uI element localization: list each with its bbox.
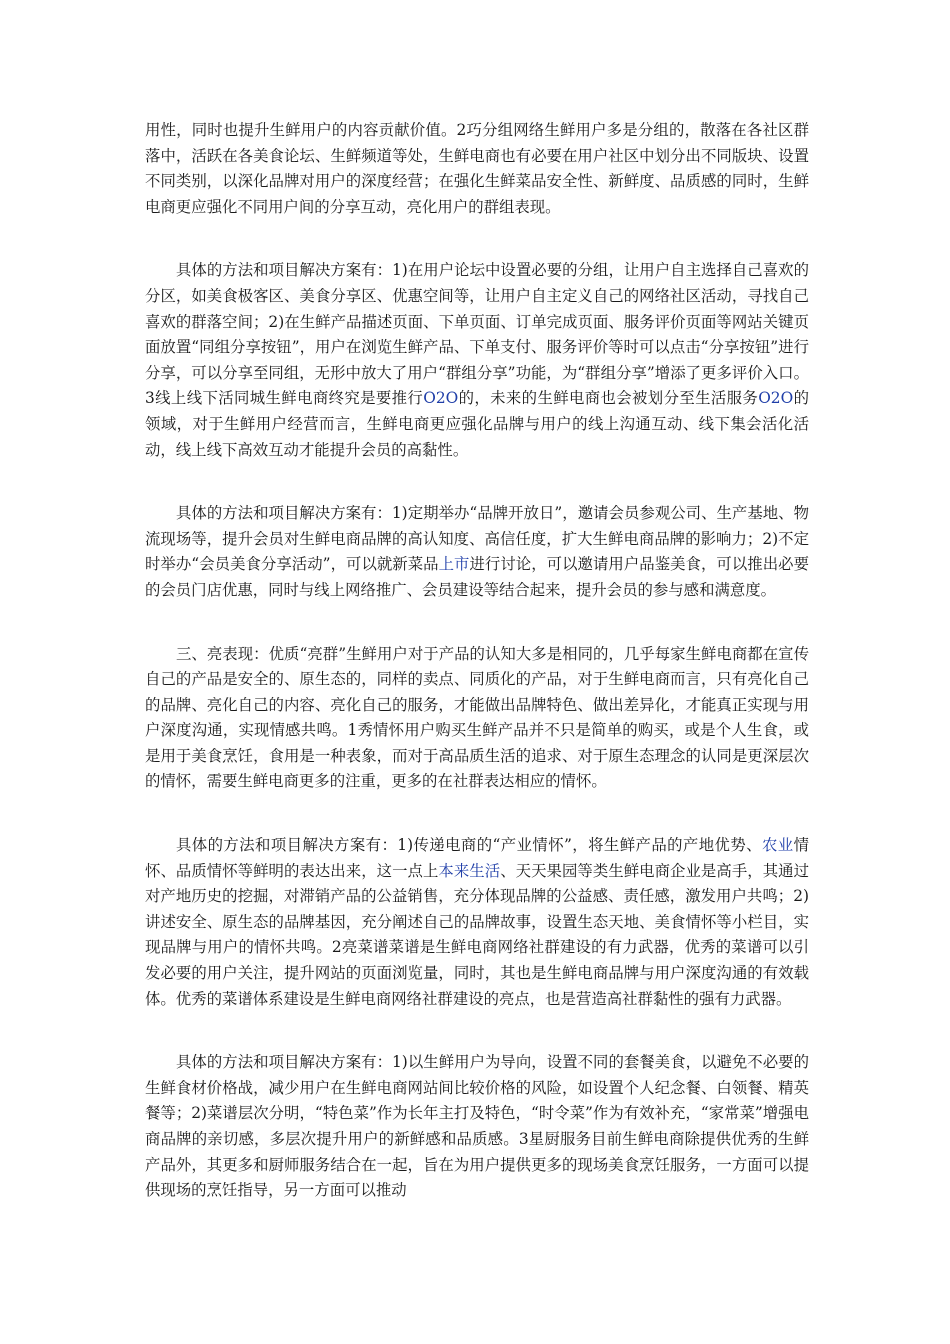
paragraph-text: 具体的方法和项目解决方案有：1)以生鲜用户为导向，设置不同的套餐美食，以避免不必要的生鲜食材价格战，减少用户在生鲜电商网站间比较价格的风险，如设置个人纪念餐、白领餐、精英餐等；2)菜谱层次分明，“特色菜”作为长年主打及特色，“时令菜”作为有效补充，“家常菜”增强电商品牌的亲切感，多层次提升用户的新鲜感和品质感。3星厨服务目前生鲜电商除提供优秀的生鲜产品外，其更多和厨师服务结合在一起，旨在为用户提供更多的现场美食烹饪服务，一方面可以提供现场的烹饪指导，另一方面可以推动 <box>145 1053 809 1200</box>
paragraph-text: 具体的方法和项目解决方案有：1)在用户论坛中设置必要的分组，让用户自主选择自己喜欢的分区，如美食极客区、美食分享区、优惠空间等，让用户自主定义自己的网络社区活动，寻找自己喜欢的群落空间；2)在生鲜产品描述页面、下单页面、订单完成页面、服务评价页面等网站关键页面放置“同组分享按钮”，用户在浏览生鲜产品、下单支付、服务评价等时可以点击“分享按钮”进行分享，可以分享至同组，无形中放大了用户“群组分享”功能，为“群组分享”增添了更多评价入口。3线上线下活同城生鲜电商终究是要推行 <box>145 261 809 408</box>
paragraph-4 <box>145 642 809 796</box>
agriculture-link[interactable]: 农业 <box>761 836 794 855</box>
paragraph-1 <box>145 118 809 220</box>
o2o-link[interactable]: O2O <box>758 389 794 408</box>
paragraph-text: 的领域，对于生鲜用户经营而言，生鲜电商更应强化品牌与用户的线上沟通互动、线下集会活化活动，线上线下高效互动才能提升会员的高黏性。 <box>145 389 809 459</box>
paragraph-text: 具体的方法和项目解决方案有：1)定期举办“品牌开放日”，邀请会员参观公司、生产基地、物流现场等，提升会员对生鲜电商品牌的高认知度、高信任度，扩大生鲜电商品牌的影响力；2)不定时举办“会员美食分享活动”，可以就新菜品 <box>145 504 809 574</box>
paragraph-text: 、天天果园等类生鲜电商企业是高手，其通过对产地历史的挖掘，对滞销产品的公益销售，充分体现品牌的公益感、责任感，激发用户共鸣；2)讲述安全、原生态的品牌基因，充分阐述自己的品牌故事，设置生态天地、美食情怀等小栏目，实现品牌与用户的情怀共鸣。2亮菜谱菜谱是生鲜电商网络社群建设的有力武器，优秀的菜谱可以引发必要的用户关注，提升网站的页面浏览量，同时，其也是生鲜电商品牌与用户深度沟通的有效载体。优秀的菜谱体系建设是生鲜电商网络社群建设的亮点，也是营造高社群黏性的强有力武器。 <box>145 861 809 1008</box>
paragraph-text: 进行讨论，可以邀请用户品鉴美食，可以推出必要的会员门店优惠，同时与线上网络推广、会员建设等结合起来，提升会员的参与感和满意度。 <box>145 555 809 599</box>
paragraph-text: 的，未来的生鲜电商也会被划分至生活服务 <box>458 389 759 408</box>
benlai-shenghuo-link[interactable]: 本来生活 <box>438 861 501 880</box>
paragraph-5 <box>145 833 809 1012</box>
paragraph-3 <box>145 501 809 603</box>
paragraph-text: 三、亮表现：优质“亮群”生鲜用户对于产品的认知大多是相同的，几乎每家生鲜电商都在宣传自己的产品是安全的、原生态的，同样的卖点、同质化的产品，对于生鲜电商而言，只有亮化自己的品牌、亮化自己的内容、亮化自己的服务，才能做出品牌特色、做出差异化，才能真正实现与用户深度沟通，实现情感共鸣。1秀情怀用户购买生鲜产品并不只是简单的购买，或是个人生食，或是用于美食烹饪，食用是一种表象，而对于高品质生活的追求、对于原生态理念的认同是更深层次的情怀，需要生鲜电商更多的注重，更多的在社群表达相应的情怀。 <box>145 644 809 791</box>
o2o-link[interactable]: O2O <box>423 389 459 408</box>
paragraph-text: 用性，同时也提升生鲜用户的内容贡献价值。2巧分组网络生鲜用户多是分组的，散落在各社区群落中，活跃在各美食论坛、生鲜频道等处，生鲜电商也有必要在用户社区中划分出不同版块、设置不同类别，以深化品牌对用户的深度经营；在强化生鲜菜品安全性、新鲜度、品质感的同时，生鲜电商更应强化不同用户间的分享互动，亮化用户的群组表现。 <box>145 121 809 216</box>
paragraph-text: 具体的方法和项目解决方案有：1)传递电商的“产业情怀”，将生鲜产品的产地优势、 <box>176 836 762 855</box>
paragraph-6 <box>145 1050 809 1204</box>
document-page <box>145 118 809 1242</box>
paragraph-2 <box>145 258 809 463</box>
paragraph-text: 情怀、品质情怀等鲜明的表达出来，这一点上 <box>145 836 809 880</box>
listing-link[interactable]: 上市 <box>438 555 470 574</box>
